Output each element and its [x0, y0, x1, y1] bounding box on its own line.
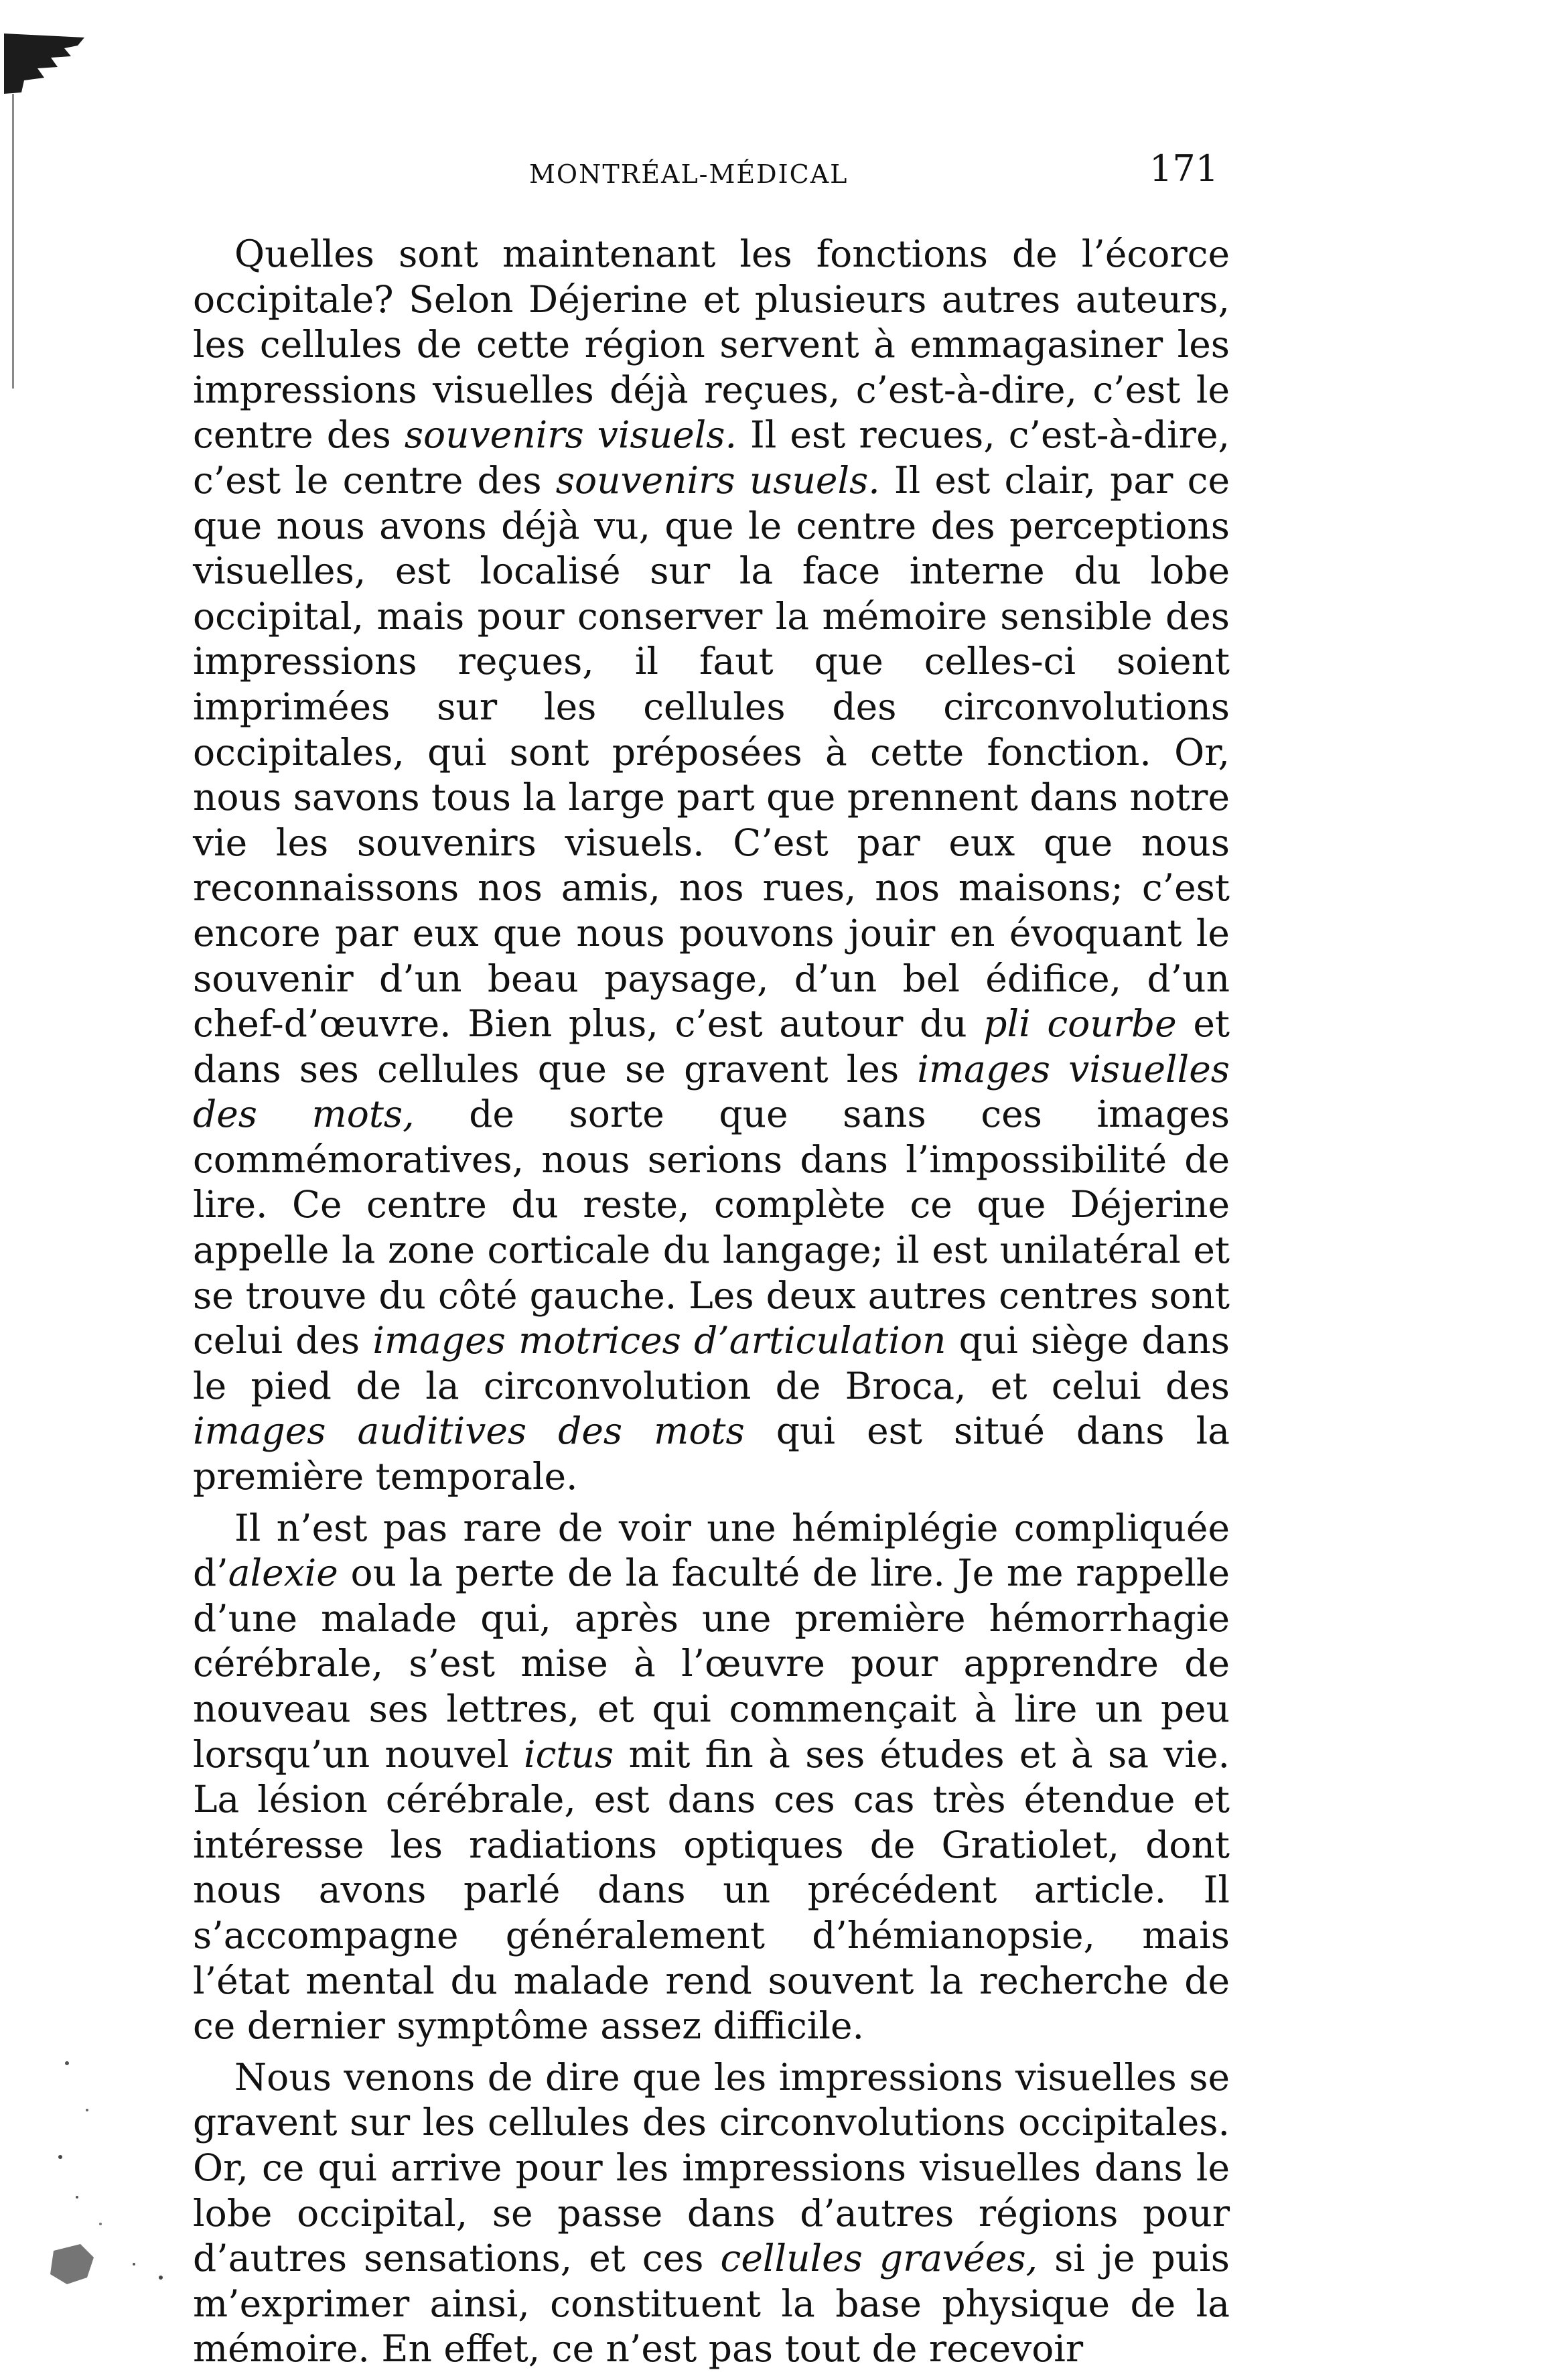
text-run: Il n’est pas rare de voir une hémiplégie compliquée d’	[193, 1506, 1230, 1595]
text-run: de sorte que sans ces images commémoratives, nous serions dans l’impossibilité de lire. Ce centre du reste, complète ce que Déjerine appelle la zone corticale du langage; il est unilatéral et se trouve du côté gauche. Les deux autres centres sont celui des	[193, 1093, 1230, 1363]
text-run: Nous venons de dire que les impressions visuelles se gravent sur les cellules des circonvolutions occipitales. Or, ce qui arrive pour les impressions visuelles dans le lobe occipital, se passe dans d’autres régions pour d’autres sensations, et ces	[193, 2055, 1230, 2280]
italic-text: alexie	[228, 1551, 338, 1595]
scan-edge-line	[12, 94, 14, 389]
italic-text: cellules gravées,	[720, 2237, 1038, 2280]
paragraph	[193, 2055, 1230, 2372]
italic-text: ictus	[524, 1732, 614, 1776]
paragraph	[193, 232, 1230, 1500]
text-run: Il est recues, c’est-à-dire, c’est le centre des	[193, 413, 1230, 502]
italic-text: pli courbe	[983, 1002, 1177, 1046]
italic-text: images auditives des mots	[193, 1409, 745, 1453]
scan-speckle-artifact	[40, 2050, 174, 2291]
text-run: et dans ses cellules que se gravent les	[193, 1002, 1230, 1091]
paragraph	[193, 1506, 1230, 2049]
text-run: Quelles sont maintenant les fonctions de l’écorce occipitale? Selon Déjerine et plusieurs autres auteurs, les cellules de cette région servent à emmagasiner les impressions visuelles déjà reçues, c’est-à-dire, c’est le centre des	[193, 232, 1230, 457]
italic-text: souvenirs usuels.	[555, 458, 880, 502]
text-run: si je puis m’exprimer ainsi, constituent la base physique de la mémoire. En effet, ce n’est pas tout de recevoir	[193, 2237, 1230, 2371]
italic-text: images motrices d’articulation	[372, 1319, 946, 1363]
running-head: MONTRÉAL-MÉDICAL	[529, 159, 849, 189]
body-text	[193, 232, 1230, 2372]
italic-text: souvenirs visuels.	[404, 413, 737, 457]
italic-text: images visuelles des mots,	[193, 1047, 1230, 1136]
page-number: 171	[1149, 147, 1219, 190]
text-run: qui est situé dans la première temporale.	[193, 1409, 1230, 1498]
text-run: ou la perte de la faculté de lire. Je me rappelle d’une malade qui, après une première hémorrhagie cérébrale, s’est mise à l’œuvre pour apprendre de nouveau ses lettres, et qui commençait à lire un peu lorsqu’un nouvel	[193, 1551, 1230, 1776]
text-run: mit fin à ses études et à sa vie. La lésion cérébrale, est dans ces cas très étendue et intéresse les radiations optiques de Gratiolet, dont nous avons parlé dans un précédent article. Il s’accompagne généralement d’hémianopsie, mais l’état mental du malade rend souvent la recherche de ce dernier symptôme assez difficile.	[193, 1732, 1230, 2048]
text-run: qui siège dans le pied de la circonvolution de Broca, et celui des	[193, 1319, 1230, 1407]
scan-edge-artifact	[4, 33, 84, 94]
text-run: Il est clair, par ce que nous avons déjà vu, que le centre des perceptions visuelles, est localisé sur la face interne du lobe occipital, mais pour conserver la mémoire sensible des impressions reçues, il faut que celles-ci soient imprimées sur les cellules des circonvolutions occipitales, qui sont préposées à cette fonction. Or, nous savons tous la large part que prennent dans notre vie les souvenirs visuels. C’est par eux que nous reconnaissons nos amis, nos rues, nos maisons; c’est encore par eux que nous pouvons jouir en évoquant le souvenir d’un beau paysage, d’un bel édifice, d’un chef-d’œuvre. Bien plus, c’est autour du	[193, 458, 1230, 1046]
